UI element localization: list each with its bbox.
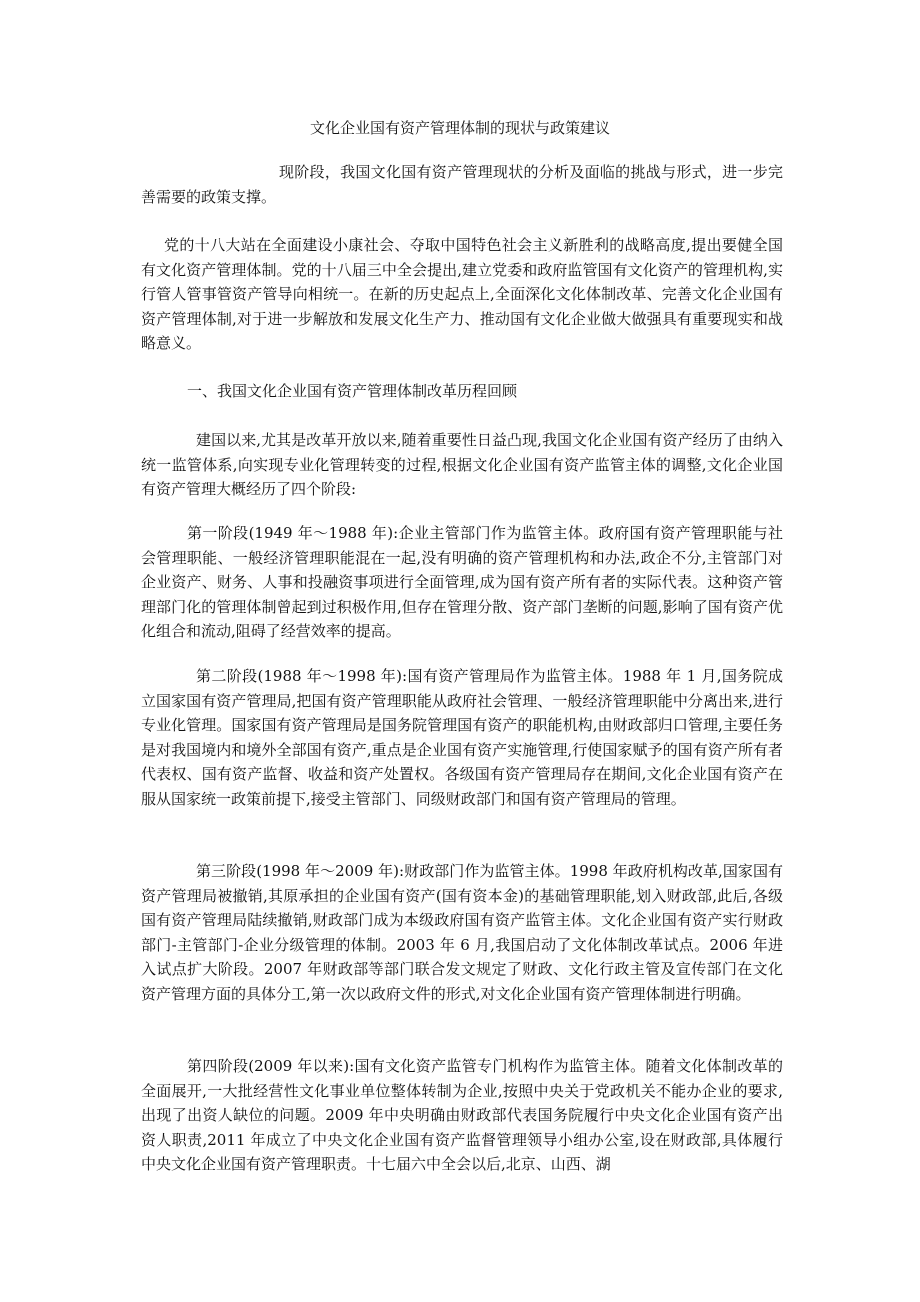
body-paragraph-overview: 建国以来,尤其是改革开放以来,随着重要性日益凸现,我国文化企业国有资产经历了由纳入统一监管体系,向实现专业化管理转变的过程,根据文化企业国有资产监管主体的调整,文化企业国有资产管理大概经历了四个阶段:: [141, 431, 783, 499]
section-heading: 一、我国文化企业国有资产管理体制改革历程回顾: [187, 382, 518, 400]
body-paragraph-stage-4: 第四阶段(2009 年以来):国有文化资产监管专门机构作为监管主体。随着文化体制改革的全面展开,一大批经营性文化事业单位整体转制为企业,按照中央关于党政机关不能办企业的要求,出现了出资人缺位的问题。2009 年中央明确由财政部代表国务院履行中央文化企业国有资产出资人职责,2011 年成立了中央文化企业国有资产监督管理领导小组办公室,设在财政部,具体履行中央文化企业国有资产管理职责。十七届六中全会以后,北京、山西、湖: [141, 1057, 783, 1174]
intro-paragraph: 党的十八大站在全面建设小康社会、夺取中国特色社会主义新胜利的战略高度,提出要健全国有文化资产管理体制。党的十八届三中全会提出,建立党委和政府监管国有文化资产的管理机构,实行管人管事管资产管导向相统一。在新的历史起点上,全面深化文化体制改革、完善文化企业国有资产管理体制,对于进一步解放和发展文化生产力、推动国有文化企业做大做强具有重要现实和战略意义。: [141, 236, 783, 353]
document-title: 文化企业国有资产管理体制的现状与政策建议: [309, 119, 610, 137]
body-paragraph-stage-3: 第三阶段(1998 年～2009 年):财政部门作为监管主体。1998 年政府机构改革,国家国有资产管理局被撤销,其原承担的企业国有资产(国有资本金)的基础管理职能,划入财政部,此后,各级国有资产管理局陆续撤销,财政部门成为本级政府国有资产监管主体。文化企业国有资产实行财政部门-主管部门-企业分级管理的体制。2003 年 6 月,我国启动了文化体制改革试点。2006 年进入试点扩大阶段。2007 年财政部等部门联合发文规定了财政、文化行政主管及宣传部门在文化资产管理方面的具体分工,第一次以政府文件的形式,对文化企业国有资产管理体制进行明确。: [141, 862, 783, 1003]
body-paragraph-stage-2: 第二阶段(1988 年～1998 年):国有资产管理局作为监管主体。1988 年 1 月,国务院成立国家国有资产管理局,把国有资产管理职能从政府社会管理、一般经济管理职能中分离出来,进行专业化管理。国家国有资产管理局是国务院管理国有资产的职能机构,由财政部归口管理,主要任务是对我国境内和境外全部国有资产,重点是企业国有资产实施管理,行使国家赋予的国有资产所有者代表权、国有资产监督、收益和资产处置权。各级国有资产管理局存在期间,文化企业国有资产在服从国家统一政策前提下,接受主管部门、同级财政部门和国有资产管理局的管理。: [141, 667, 783, 808]
body-paragraph-stage-1: 第一阶段(1949 年～1988 年):企业主管部门作为监管主体。政府国有资产管理职能与社会管理职能、一般经济管理职能混在一起,没有明确的资产管理机构和办法,政企不分,主管部门对企业资产、财务、人事和投融资事项进行全面管理,成为国有资产所有者的实际代表。这种资产管理部门化的管理体制曾起到过积极作用,但存在管理分散、资产部门垄断的问题,影响了国有资产优化组合和流动,阻碍了经营效率的提高。: [141, 524, 783, 641]
summary-paragraph: 现阶段，我国文化国有资产管理现状的分析及面临的挑战与形式，进一步完善需要的政策支撑。: [141, 163, 783, 206]
